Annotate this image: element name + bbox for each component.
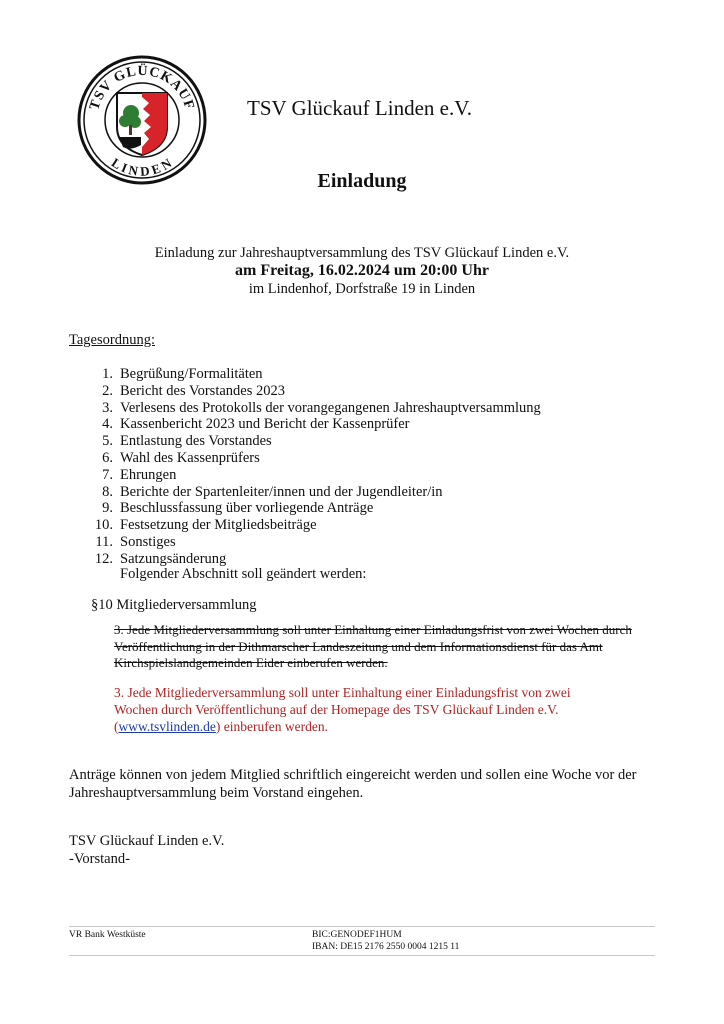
agenda-item — [90, 366, 541, 383]
old-statute-text: 3. Jede Mitgliederversammlung soll unter Einhaltung einer Einladungsfrist von zwei Wochen durch Veröffentlichung in der Dithmarscher Landeszeitung und dem Informationsdienst für das Amt Kirchspielslandgemeinden Eider einberufen werden. — [114, 622, 632, 670]
logo-arc-bottom-text: LINDEN — [108, 154, 176, 179]
agenda-item-number: 9. — [102, 500, 113, 517]
agenda-item-number: 2. — [102, 382, 113, 399]
new-statute-line: 3. Jede Mitgliederversammlung soll unter Einhaltung einer Einladungsfrist von zwei — [114, 685, 571, 700]
agenda-item-number: 10. — [94, 517, 113, 534]
agenda-item-number: 7. — [102, 466, 113, 483]
agenda-heading: Tagesordnung: — [69, 332, 155, 348]
meeting-venue: im Lindenhof, Dorfstraße 19 in Linden — [248, 281, 476, 297]
agenda-item-number: 3. — [102, 399, 113, 416]
agenda-item-number: 11. — [95, 533, 113, 550]
agenda-item — [90, 517, 541, 534]
club-logo — [77, 55, 207, 185]
new-statute-line — [114, 718, 571, 735]
document-title: Einladung — [317, 170, 407, 192]
agenda-item-text: Entlastung des Vorstandes — [120, 433, 272, 450]
footer-divider-top — [69, 926, 655, 927]
club-name: TSV Glückauf Linden e.V. — [247, 96, 472, 120]
agenda-item-number: 12. — [94, 550, 113, 567]
agenda-list — [90, 366, 541, 568]
agenda-item — [90, 400, 541, 417]
agenda-item-number: 5. — [102, 433, 113, 450]
footer-bic: BIC:GENODEF1HUM — [312, 930, 402, 940]
agenda-item — [90, 416, 541, 433]
agenda-item-text: Festsetzung der Mitgliedsbeiträge — [120, 517, 317, 534]
new-statute-line-end: ) einberufen werden. — [215, 719, 328, 734]
homepage-link[interactable]: www.tsvlinden.de — [118, 719, 216, 734]
agenda-item — [90, 484, 541, 501]
footer-divider-bottom — [69, 955, 655, 956]
agenda-item-text: Verlesens des Protokolls der vorangegangenen Jahreshauptversammlung — [120, 399, 541, 416]
signature-club: TSV Glückauf Linden e.V. — [69, 833, 225, 849]
footer-bank: VR Bank Westküste — [69, 930, 146, 940]
closing-paragraph: Anträge können von jedem Mitglied schriftlich eingereicht werden und sollen eine Woche vor der Jahreshauptversammlung beim Vorstand eingehen. — [69, 767, 637, 801]
agenda-item-text: Kassenbericht 2023 und Bericht der Kassenprüfer — [120, 416, 410, 433]
agenda-item-text: Berichte der Spartenleiter/innen und der Jugendleiter/in — [120, 483, 443, 500]
meeting-date: am Freitag, 16.02.2024 um 20:00 Uhr — [235, 262, 489, 279]
amendment-note: Folgender Abschnitt soll geändert werden: — [120, 566, 367, 582]
paren-open: ( — [114, 719, 119, 734]
agenda-item-text: Wahl des Kassenprüfers — [120, 449, 260, 466]
agenda-item-text: Begrüßung/Formalitäten — [120, 366, 263, 382]
agenda-item-number: 1. — [102, 366, 113, 382]
new-statute-line: Wochen durch Veröffentlichung auf der Homepage des TSV Glückauf Linden e.V. — [114, 702, 559, 717]
footer-iban: IBAN: DE15 2176 2550 0004 1215 11 — [312, 942, 460, 952]
club-emblem — [77, 55, 207, 185]
agenda-item-text: Bericht des Vorstandes 2023 — [120, 382, 285, 399]
agenda-item-text: Beschlussfassung über vorliegende Anträge — [120, 500, 374, 517]
agenda-item — [90, 534, 541, 551]
agenda-item — [90, 450, 541, 467]
shield-icon — [117, 93, 167, 155]
agenda-item-text: Ehrungen — [120, 466, 177, 483]
agenda-item — [90, 467, 541, 484]
invitation-intro: Einladung zur Jahreshauptversammlung des TSV Glückauf Linden e.V. — [154, 245, 570, 261]
signature-block — [69, 832, 224, 868]
signature-board: -Vorstand- — [69, 851, 130, 867]
agenda-item-text: Satzungsänderung — [120, 550, 227, 567]
new-statute-text — [114, 684, 571, 735]
agenda-item-number: 6. — [102, 449, 113, 466]
agenda-item — [90, 383, 541, 400]
statute-section-title: §10 Mitgliederversammlung — [91, 597, 257, 613]
logo-arc-top-text: TSV GLÜCKAUF — [87, 63, 197, 113]
agenda-item-number: 4. — [102, 416, 113, 433]
agenda-item-number: 8. — [102, 483, 113, 500]
agenda-item — [90, 500, 541, 517]
agenda-item-text: Sonstiges — [120, 533, 176, 550]
agenda-item — [90, 433, 541, 450]
